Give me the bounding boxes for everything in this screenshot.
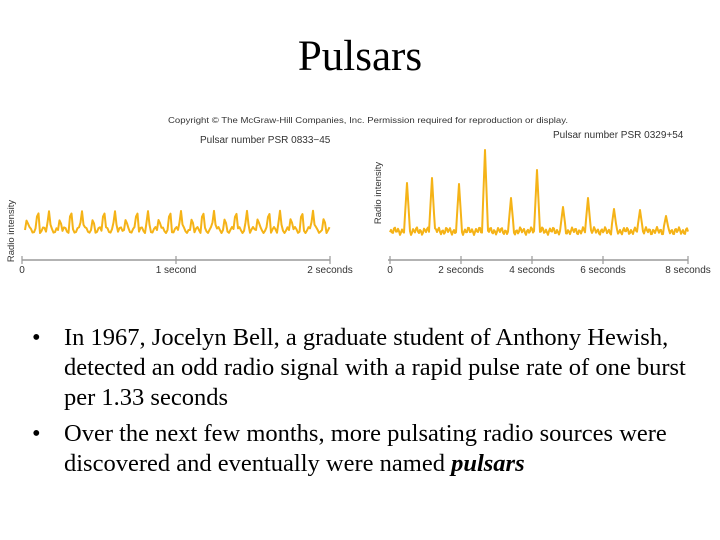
- left-panel-signal-trace: [25, 211, 330, 233]
- right-panel-ticks: [387, 256, 711, 276]
- left-panel: [6, 135, 353, 276]
- bullet-item: [32, 323, 702, 413]
- right-panel-title: Pulsar number PSR 0329+54: [553, 130, 684, 141]
- copyright-notice: Copyright © The McGraw-Hill Companies, Inc. Permission required for reproduction or display.: [168, 115, 568, 125]
- tick-label: 6 seconds: [580, 265, 626, 276]
- bullet-item: [32, 419, 702, 479]
- bullet-list: [32, 323, 702, 485]
- left-panel-ticks: [19, 256, 353, 276]
- tick-label: 0: [387, 265, 393, 276]
- bullet-term: pulsars: [451, 450, 525, 477]
- right-panel-ylabel: Radio intensity: [373, 161, 384, 225]
- slide-title: Pulsars: [297, 33, 423, 80]
- tick-label: 1 second: [155, 265, 197, 276]
- tick-label: 2 seconds: [438, 265, 484, 276]
- left-panel-ylabel: Radio intensity: [6, 199, 17, 263]
- tick-label: 8 seconds: [665, 265, 711, 276]
- right-panel-signal-trace: [390, 150, 688, 235]
- right-panel: [373, 130, 711, 276]
- tick-label: 4 seconds: [509, 265, 555, 276]
- left-panel-title: Pulsar number PSR 0833−45: [200, 135, 331, 146]
- pulsar-figure: [0, 100, 720, 285]
- bullet-marker: •: [32, 324, 41, 351]
- bullet-text: Over the next few months, more pulsating radio sources were discovered and eventually were named: [64, 420, 667, 477]
- bullet-marker: •: [32, 420, 41, 447]
- tick-label: 2 seconds: [307, 265, 353, 276]
- bullet-text: In 1967, Jocelyn Bell, a graduate student of Anthony Hewish, detected an odd radio signal with a rapid pulse rate of one burst per 1.33 seconds: [64, 324, 686, 411]
- tick-label: 0: [19, 265, 25, 276]
